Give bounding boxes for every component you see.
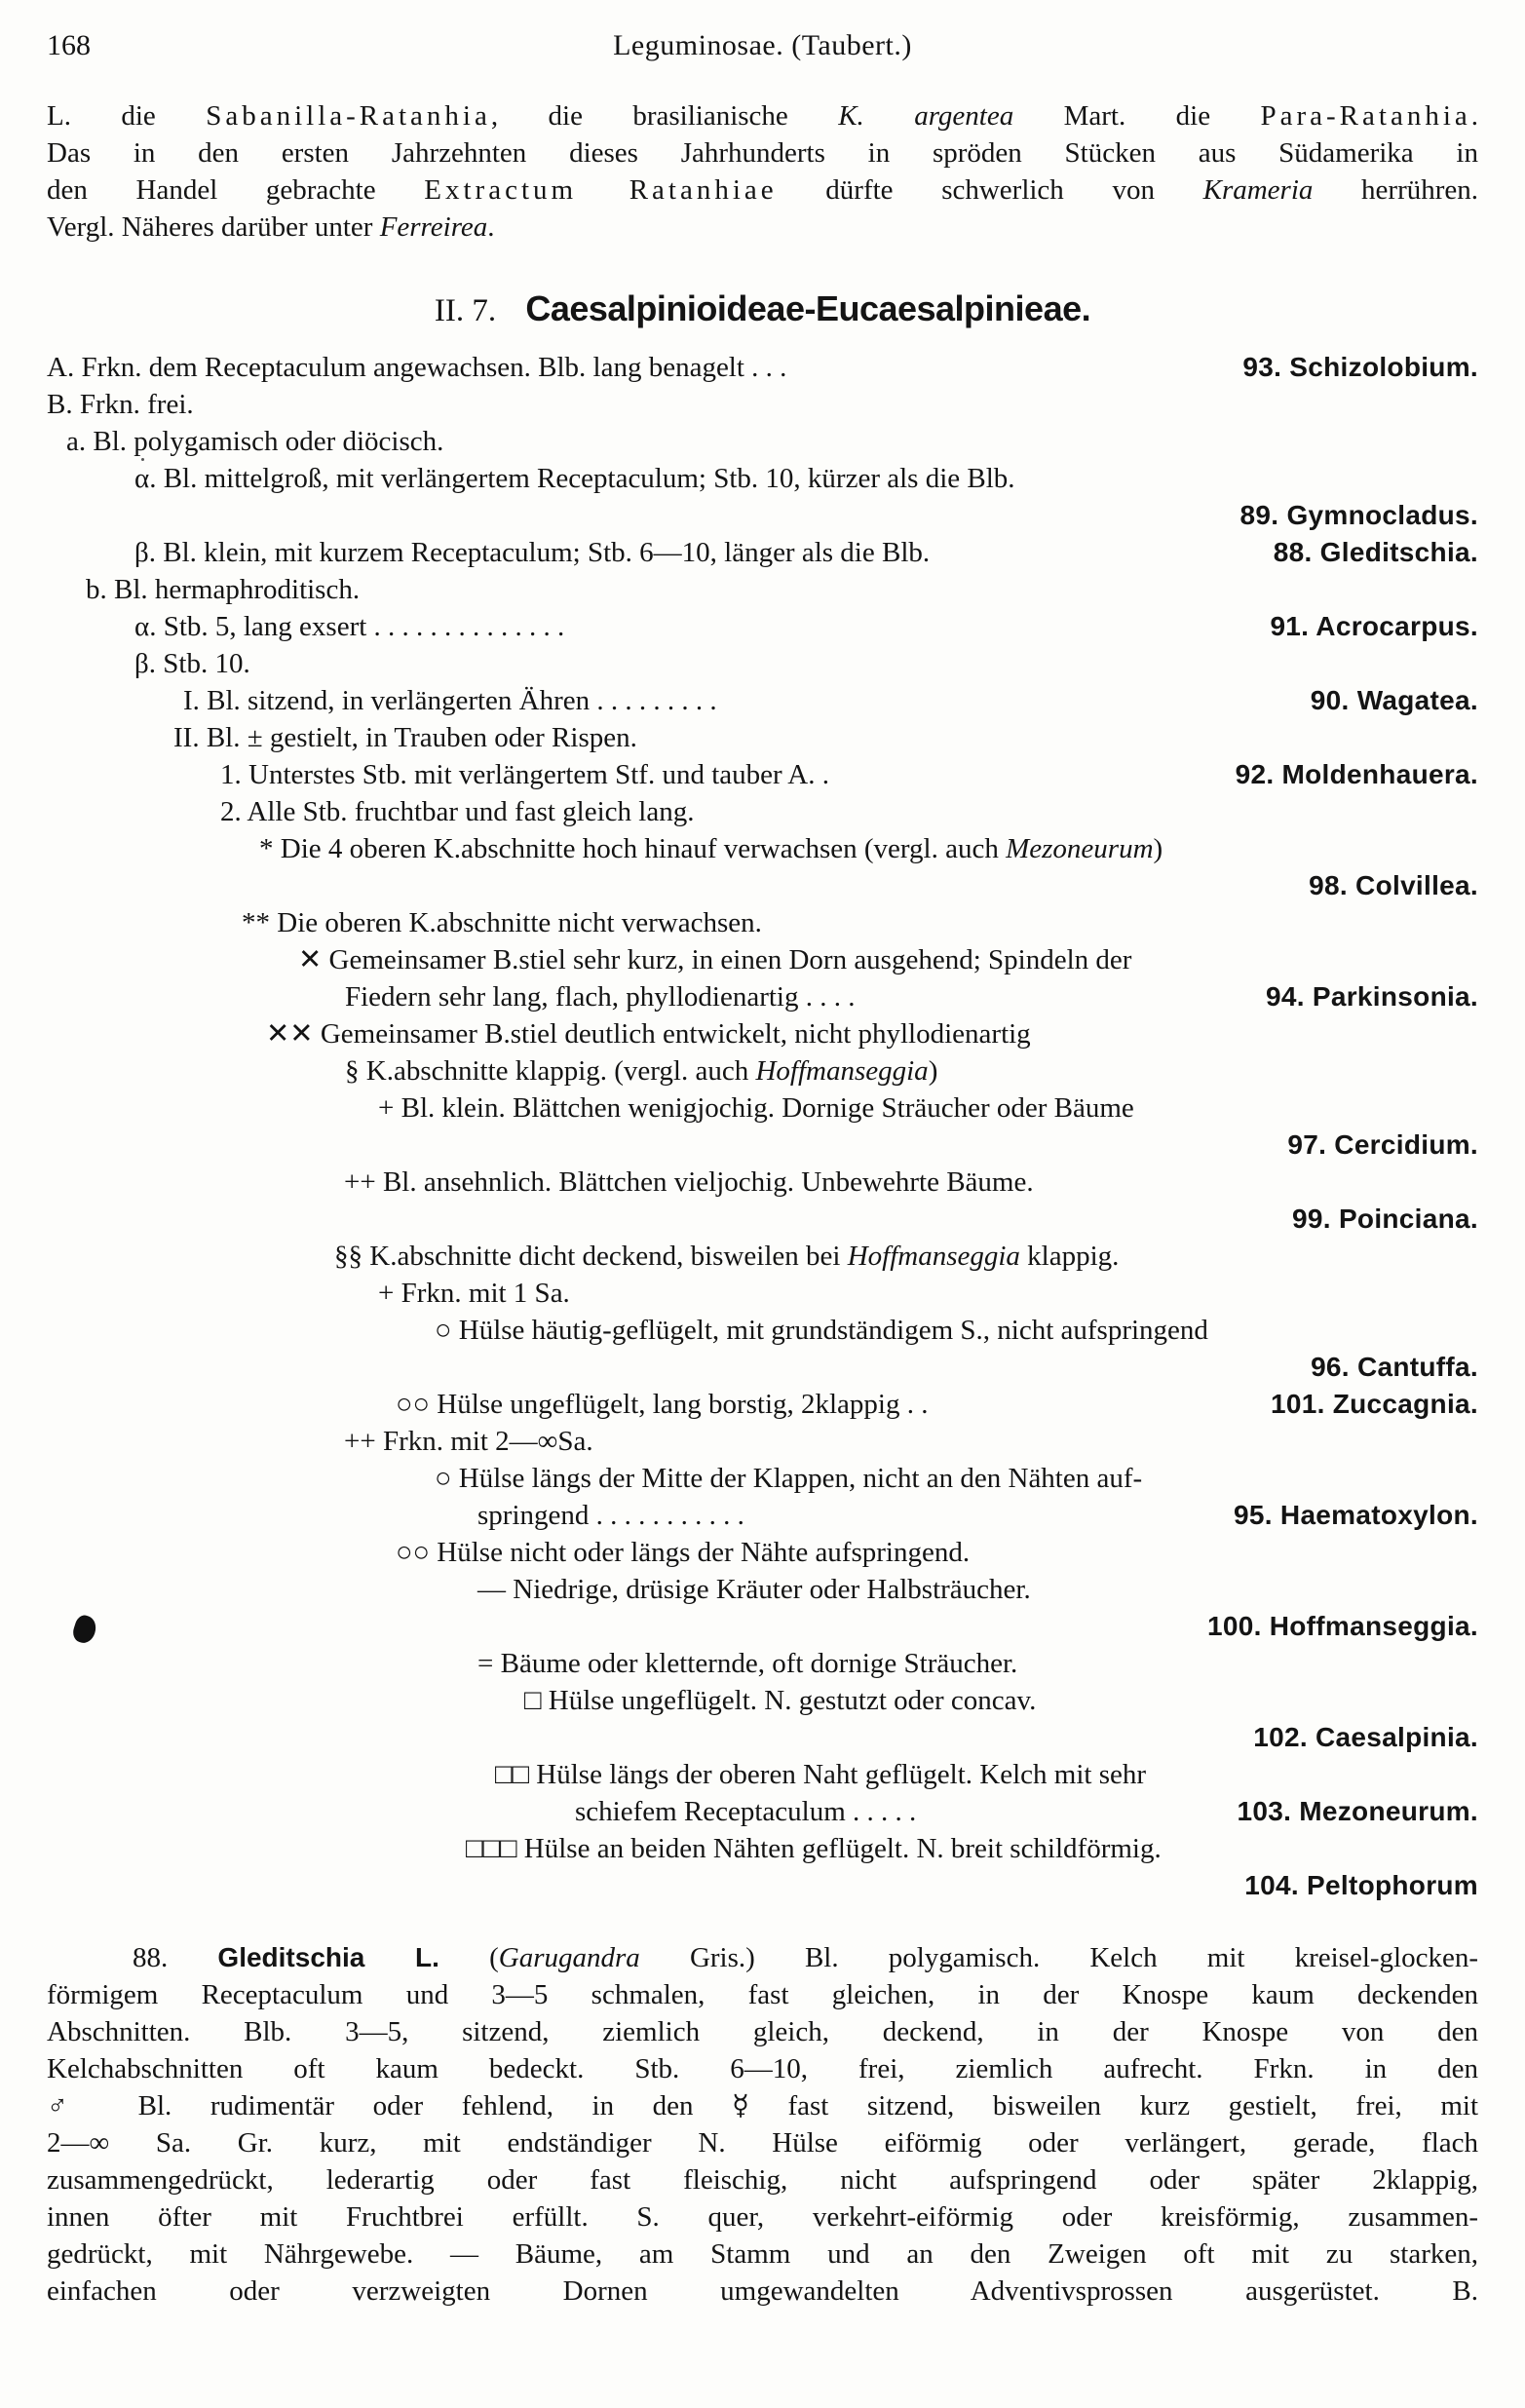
key-text: + Bl. klein. Blättchen wenigjochig. Dornige Sträucher oder Bäume: [378, 1092, 1134, 1124]
key-row: [47, 1719, 1478, 1756]
key-row: [47, 1682, 1478, 1719]
genus-name: 100. Hoffmanseggia.: [1206, 1611, 1478, 1641]
key-text: ++ Frkn. mit 2—∞Sa.: [344, 1426, 593, 1457]
key-text: * Die 4 oberen K.abschnitte hoch hinauf verwachsen (vergl. auch Mezoneurum): [259, 833, 1163, 864]
key-text: 1. Unterstes Stb. mit verlängertem Stf. und tauber A. .: [220, 759, 830, 790]
key-text: schiefem Receptaculum . . . . .: [575, 1796, 917, 1827]
text-line: gedrückt, mit Nährgewebe. — Bäume, am Stamm und an den Zweigen oft mit zu starken,: [47, 2238, 1478, 2270]
key-row: [47, 1867, 1478, 1904]
key-row: [47, 1052, 1478, 1089]
intro-paragraph: [47, 97, 1478, 246]
key-row: [47, 830, 1478, 867]
text-line: innen öfter mit Fruchtbrei erfüllt. S. quer, verkehrt-eiförmig oder kreisförmig, zusammen-: [47, 2201, 1478, 2233]
key-row: [47, 1164, 1478, 1201]
key-row: [47, 1645, 1478, 1682]
genus-name: 103. Mezoneurum.: [1237, 1796, 1478, 1826]
key-row: [47, 1349, 1478, 1386]
key-row: [47, 1386, 1478, 1423]
key-text: ** Die oberen K.abschnitte nicht verwachsen.: [242, 907, 762, 938]
key-text: ✕✕ Gemeinsamer B.stiel deutlich entwickelt, nicht phyllodienartig: [266, 1018, 1031, 1050]
key-row: [47, 719, 1478, 756]
key-row: [47, 645, 1478, 682]
text-line: Vergl. Näheres darüber unter Ferreirea.: [47, 211, 495, 243]
page-number: 168: [47, 29, 91, 61]
key-row: [47, 1793, 1478, 1830]
genus-name: 101. Zuccagnia.: [1270, 1389, 1478, 1419]
genus-name: 94. Parkinsonia.: [1265, 981, 1478, 1012]
key-row: [47, 571, 1478, 608]
text-line: Kelchabschnitten oft kaum bedeckt. Stb. 6—10, frei, ziemlich aufrecht. Frkn. in den: [47, 2053, 1478, 2084]
key-row: [47, 904, 1478, 941]
genus-name: 97. Cercidium.: [1287, 1129, 1478, 1160]
key-text: β. Stb. 10.: [134, 648, 250, 679]
key-row: [47, 1534, 1478, 1571]
key-text: springend . . . . . . . . . . .: [477, 1500, 744, 1531]
key-text: I. Bl. sitzend, in verlängerten Ähren . . . . . . . . .: [183, 685, 717, 716]
key-text: b. Bl. hermaphroditisch.: [86, 574, 361, 605]
key-text: α. Bl. mittelgroß, mit verlängertem Receptaculum; Stb. 10, kürzer als die Blb.: [134, 463, 1015, 494]
key-row: [47, 534, 1478, 571]
genus-name: 102. Caesalpinia.: [1253, 1722, 1478, 1752]
text-line: 2—∞ Sa. Gr. kurz, mit endständiger N. Hülse eiförmig oder verlängert, gerade, flach: [47, 2127, 1478, 2159]
key-row: [47, 1238, 1478, 1275]
genus-name: 96. Cantuffa.: [1311, 1352, 1478, 1382]
key-row: [47, 1015, 1478, 1052]
key-text: □□□ Hülse an beiden Nähten geflügelt. N. breit schildförmig.: [466, 1833, 1162, 1864]
key-text: β. Bl. klein, mit kurzem Receptaculum; Stb. 6—10, länger als die Blb.: [134, 537, 931, 568]
genus-name: 91. Acrocarpus.: [1270, 611, 1478, 641]
text-line: den Handel gebrachte Extractum Ratanhiae dürfte schwerlich von Krameria herrühren.: [47, 174, 1479, 206]
key-row: [47, 386, 1478, 423]
text-line: Das in den ersten Jahrzehnten dieses Jahrhunderts in spröden Stücken aus Südamerika in: [47, 137, 1478, 169]
key-row: [47, 1756, 1478, 1793]
section-heading: [0, 290, 1525, 329]
key-row: [47, 867, 1478, 904]
section-number: II. 7.: [434, 293, 497, 328]
key-row: [47, 349, 1478, 386]
margin-speck: [141, 458, 144, 461]
key-row: [47, 1830, 1478, 1867]
key-row: [47, 1127, 1478, 1164]
key-row: [47, 1201, 1478, 1238]
key-text: — Niedrige, drüsige Kräuter oder Halbsträucher.: [477, 1574, 1031, 1605]
key-text: □ Hülse ungeflügelt. N. gestutzt oder concav.: [524, 1685, 1037, 1716]
key-text: 2. Alle Stb. fruchtbar und fast gleich lang.: [220, 796, 695, 827]
text-line: 88. Gleditschia L. (Garugandra Gris.) Bl. polygamisch. Kelch mit kreisel-glocken-: [133, 1942, 1479, 1973]
key-row: [47, 978, 1478, 1015]
key-row: [47, 1497, 1478, 1534]
key-row: [47, 1089, 1478, 1127]
key-text: ○ Hülse häutig-geflügelt, mit grundständigem S., nicht aufspringend: [435, 1315, 1208, 1346]
key-text: + Frkn. mit 1 Sa.: [378, 1278, 570, 1309]
key-row: [47, 423, 1478, 460]
text-line: einfachen oder verzweigten Dornen umgewandelten Adventivsprossen ausgerüstet. B.: [47, 2275, 1478, 2307]
key-text: ○○ Hülse ungeflügelt, lang borstig, 2klappig . .: [396, 1389, 929, 1420]
key-text: II. Bl. ± gestielt, in Trauben oder Rispen.: [173, 722, 637, 753]
key-row: [47, 1571, 1478, 1608]
key-row: [47, 1312, 1478, 1349]
key-row: [47, 608, 1478, 645]
key-row: [47, 793, 1478, 830]
key-text: B. Frkn. frei.: [47, 389, 194, 420]
key-text: ○○ Hülse nicht oder längs der Nähte aufspringend.: [396, 1537, 971, 1568]
running-title: Leguminosae. (Taubert.): [613, 29, 912, 61]
genus-name: 89. Gymnocladus.: [1239, 500, 1478, 530]
key-text: ✕ Gemeinsamer B.stiel sehr kurz, in einen Dorn ausgehend; Spindeln der: [298, 944, 1132, 975]
key-row: [47, 682, 1478, 719]
key-row: [47, 941, 1478, 978]
key-text: ++ Bl. ansehnlich. Blättchen vieljochig. Unbewehrte Bäume.: [344, 1166, 1034, 1198]
text-line: zusammengedrückt, lederartig oder fast fleischig, nicht aufspringend oder später 2klappig,: [47, 2164, 1478, 2196]
key-row: [47, 1460, 1478, 1497]
key-row: [47, 497, 1478, 534]
key-text: §§ K.abschnitte dicht deckend, bisweilen bei Hoffmanseggia klappig.: [334, 1241, 1120, 1272]
text-line: L. die Sabanilla-Ratanhia, die brasilianische K. argentea Mart. die Para-Ratanhia.: [47, 100, 1478, 132]
key-text: Fiedern sehr lang, flach, phyllodienartig . . . .: [345, 981, 856, 1013]
key-text: ○ Hülse längs der Mitte der Klappen, nicht an den Nähten auf-: [435, 1463, 1143, 1494]
key-row: [47, 1608, 1478, 1645]
gleditschia-paragraph: [47, 1939, 1478, 2310]
genus-name: 88. Gleditschia.: [1273, 537, 1478, 567]
genus-name: 90. Wagatea.: [1310, 685, 1478, 715]
text-line: ♂ Bl. rudimentär oder fehlend, in den ☿ fast sitzend, bisweilen kurz gestielt, frei, mit: [47, 2090, 1478, 2121]
key-row: [47, 1423, 1478, 1460]
genus-name: 95. Haematoxylon.: [1234, 1500, 1478, 1530]
genus-key: [47, 349, 1478, 1904]
key-text: = Bäume oder kletternde, oft dornige Sträucher.: [477, 1648, 1018, 1679]
key-row: [47, 460, 1478, 497]
key-text: § K.abschnitte klappig. (vergl. auch Hoffmanseggia): [345, 1055, 938, 1087]
running-header: [47, 27, 1478, 66]
genus-name: 104. Peltophorum: [1244, 1870, 1478, 1900]
key-text: A. Frkn. dem Receptaculum angewachsen. Blb. lang benagelt . . .: [47, 352, 787, 383]
text-line: förmigem Receptaculum und 3—5 schmalen, fast gleichen, in der Knospe kaum deckenden: [47, 1979, 1478, 2010]
key-text: □□ Hülse längs der oberen Naht geflügelt. Kelch mit sehr: [495, 1759, 1147, 1790]
genus-name: 92. Moldenhauera.: [1235, 759, 1478, 789]
text-line: Abschnitten. Blb. 3—5, sitzend, ziemlich gleich, deckend, in der Knospe von den: [47, 2016, 1478, 2047]
genus-name: 98. Colvillea.: [1309, 870, 1478, 900]
section-title: Caesalpinioideae-Eucaesalpinieae.: [525, 288, 1091, 328]
key-text: a. Bl. polygamisch oder diöcisch.: [66, 426, 444, 457]
key-text: α. Stb. 5, lang exsert . . . . . . . . . . . . . .: [134, 611, 565, 642]
key-row: [47, 1275, 1478, 1312]
genus-name: 99. Poinciana.: [1292, 1204, 1478, 1234]
key-row: [47, 756, 1478, 793]
genus-name: 93. Schizolobium.: [1242, 352, 1478, 382]
